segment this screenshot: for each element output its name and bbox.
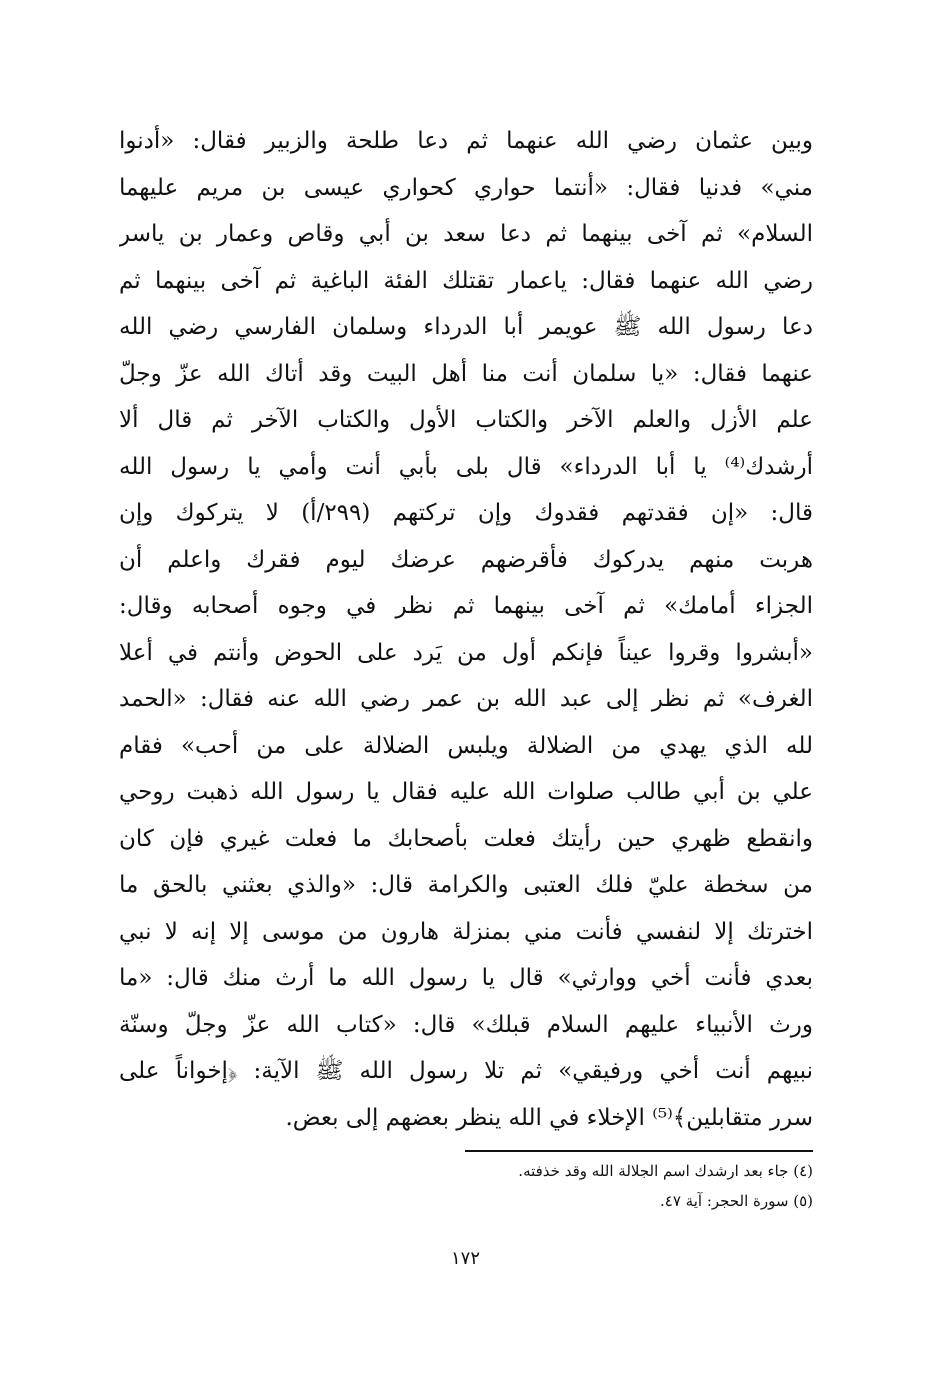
- footnote-5: (٥) سورة الحجر: آية ٤٧.: [660, 1192, 813, 1210]
- text-line: السلام» ثم آخى بينهما ثم دعا سعد بن أبي وقاص وعمار بن ياسر: [119, 221, 813, 247]
- text-line: الجزاء أمامك» ثم آخى بينهما ثم نظر في وجوه أصحابه وقال:: [119, 593, 813, 619]
- text-line: بعدي فأنت أخي ووارثي» قال يا رسول الله ما أرث منك قال: «ما: [119, 965, 813, 991]
- main-text-block: [119, 118, 813, 1141]
- text-line: مني» فدنيا فقال: «أنتما حواري كحواري عيسى بن مريم عليهما: [119, 174, 813, 201]
- text-line: رضي الله عنهما فقال: ياعمار تقتلك الفئة الباغية ثم آخى بينهما ثم: [119, 267, 813, 294]
- text-line: وبين عثمان رضي الله عنهما ثم دعا طلحة والزبير فقال: «أدنوا: [119, 128, 813, 154]
- text-line: دعا رسول الله ﷺ عويمر أبا الدرداء وسلمان الفارسي رضي الله: [119, 314, 813, 340]
- text-line: اخترتك إلا لنفسي فأنت مني بمنزلة هارون من موسى إلا إنه لا نبي: [119, 918, 813, 945]
- text-line: علي بن أبي طالب صلوات الله عليه فقال يا رسول الله ذهبت روحي: [119, 779, 813, 805]
- page-number: ١٧٢: [450, 1248, 480, 1269]
- text-line: من سخطة عليّ فلك العتبى والكرامة قال: «والذي بعثني بالحق ما: [119, 872, 813, 898]
- text-line: نبيهم أنت أخي ورفيقي» ثم تلا رسول الله ﷺ الآية: ﴿إخواناً على: [119, 1058, 813, 1084]
- text-line: سرر متقابلين﴾⁽⁵⁾ الإخلاء في الله ينظر بعضهم إلى بعض.: [285, 1104, 813, 1131]
- text-line: ورث الأنبياء عليهم السلام قبلك» قال: «كتاب الله عزّ وجلّ وسنّة: [119, 1011, 813, 1038]
- text-line: قال: «إن فقدتهم فقدوك وإن تركتهم (٢٩٩/أ) لا يتركوك وإن: [119, 500, 813, 526]
- text-line: الغرف» ثم نظر إلى عبد الله بن عمر رضي الله عنه فقال: «الحمد: [119, 686, 813, 712]
- text-line: عنهما فقال: «يا سلمان أنت منا أهل البيت وقد أتاك الله عزّ وجلّ: [119, 360, 813, 387]
- text-line: علم الأزل والعلم الآخر والكتاب الأول والكتاب الآخر ثم قال ألا: [119, 407, 813, 433]
- footnote-divider: [465, 1150, 813, 1152]
- text-line: هربت منهم يدركوك فأقرضهم عرضك ليوم فقرك واعلم أن: [119, 546, 813, 573]
- text-line: «أبشروا وقروا عيناً فإنكم أول من يَرد على الحوض وأنتم في أعلا: [119, 639, 813, 666]
- footnotes-block: [313, 1156, 813, 1216]
- text-line: أرشدك⁽⁴⁾ يا أبا الدرداء» قال بلى بأبي أنت وأمي يا رسول الله: [119, 453, 813, 480]
- text-line: وانقطع ظهري حين رأيتك فعلت بأصحابك ما فعلت غيري فإن كان: [119, 825, 813, 852]
- footnote-4: (٤) جاء بعد ارشدك اسم الجلالة الله وقد خذفته.: [518, 1162, 813, 1180]
- text-line: لله الذي يهدي من الضلالة ويلبس الضلالة على من أحب» فقام: [119, 732, 813, 759]
